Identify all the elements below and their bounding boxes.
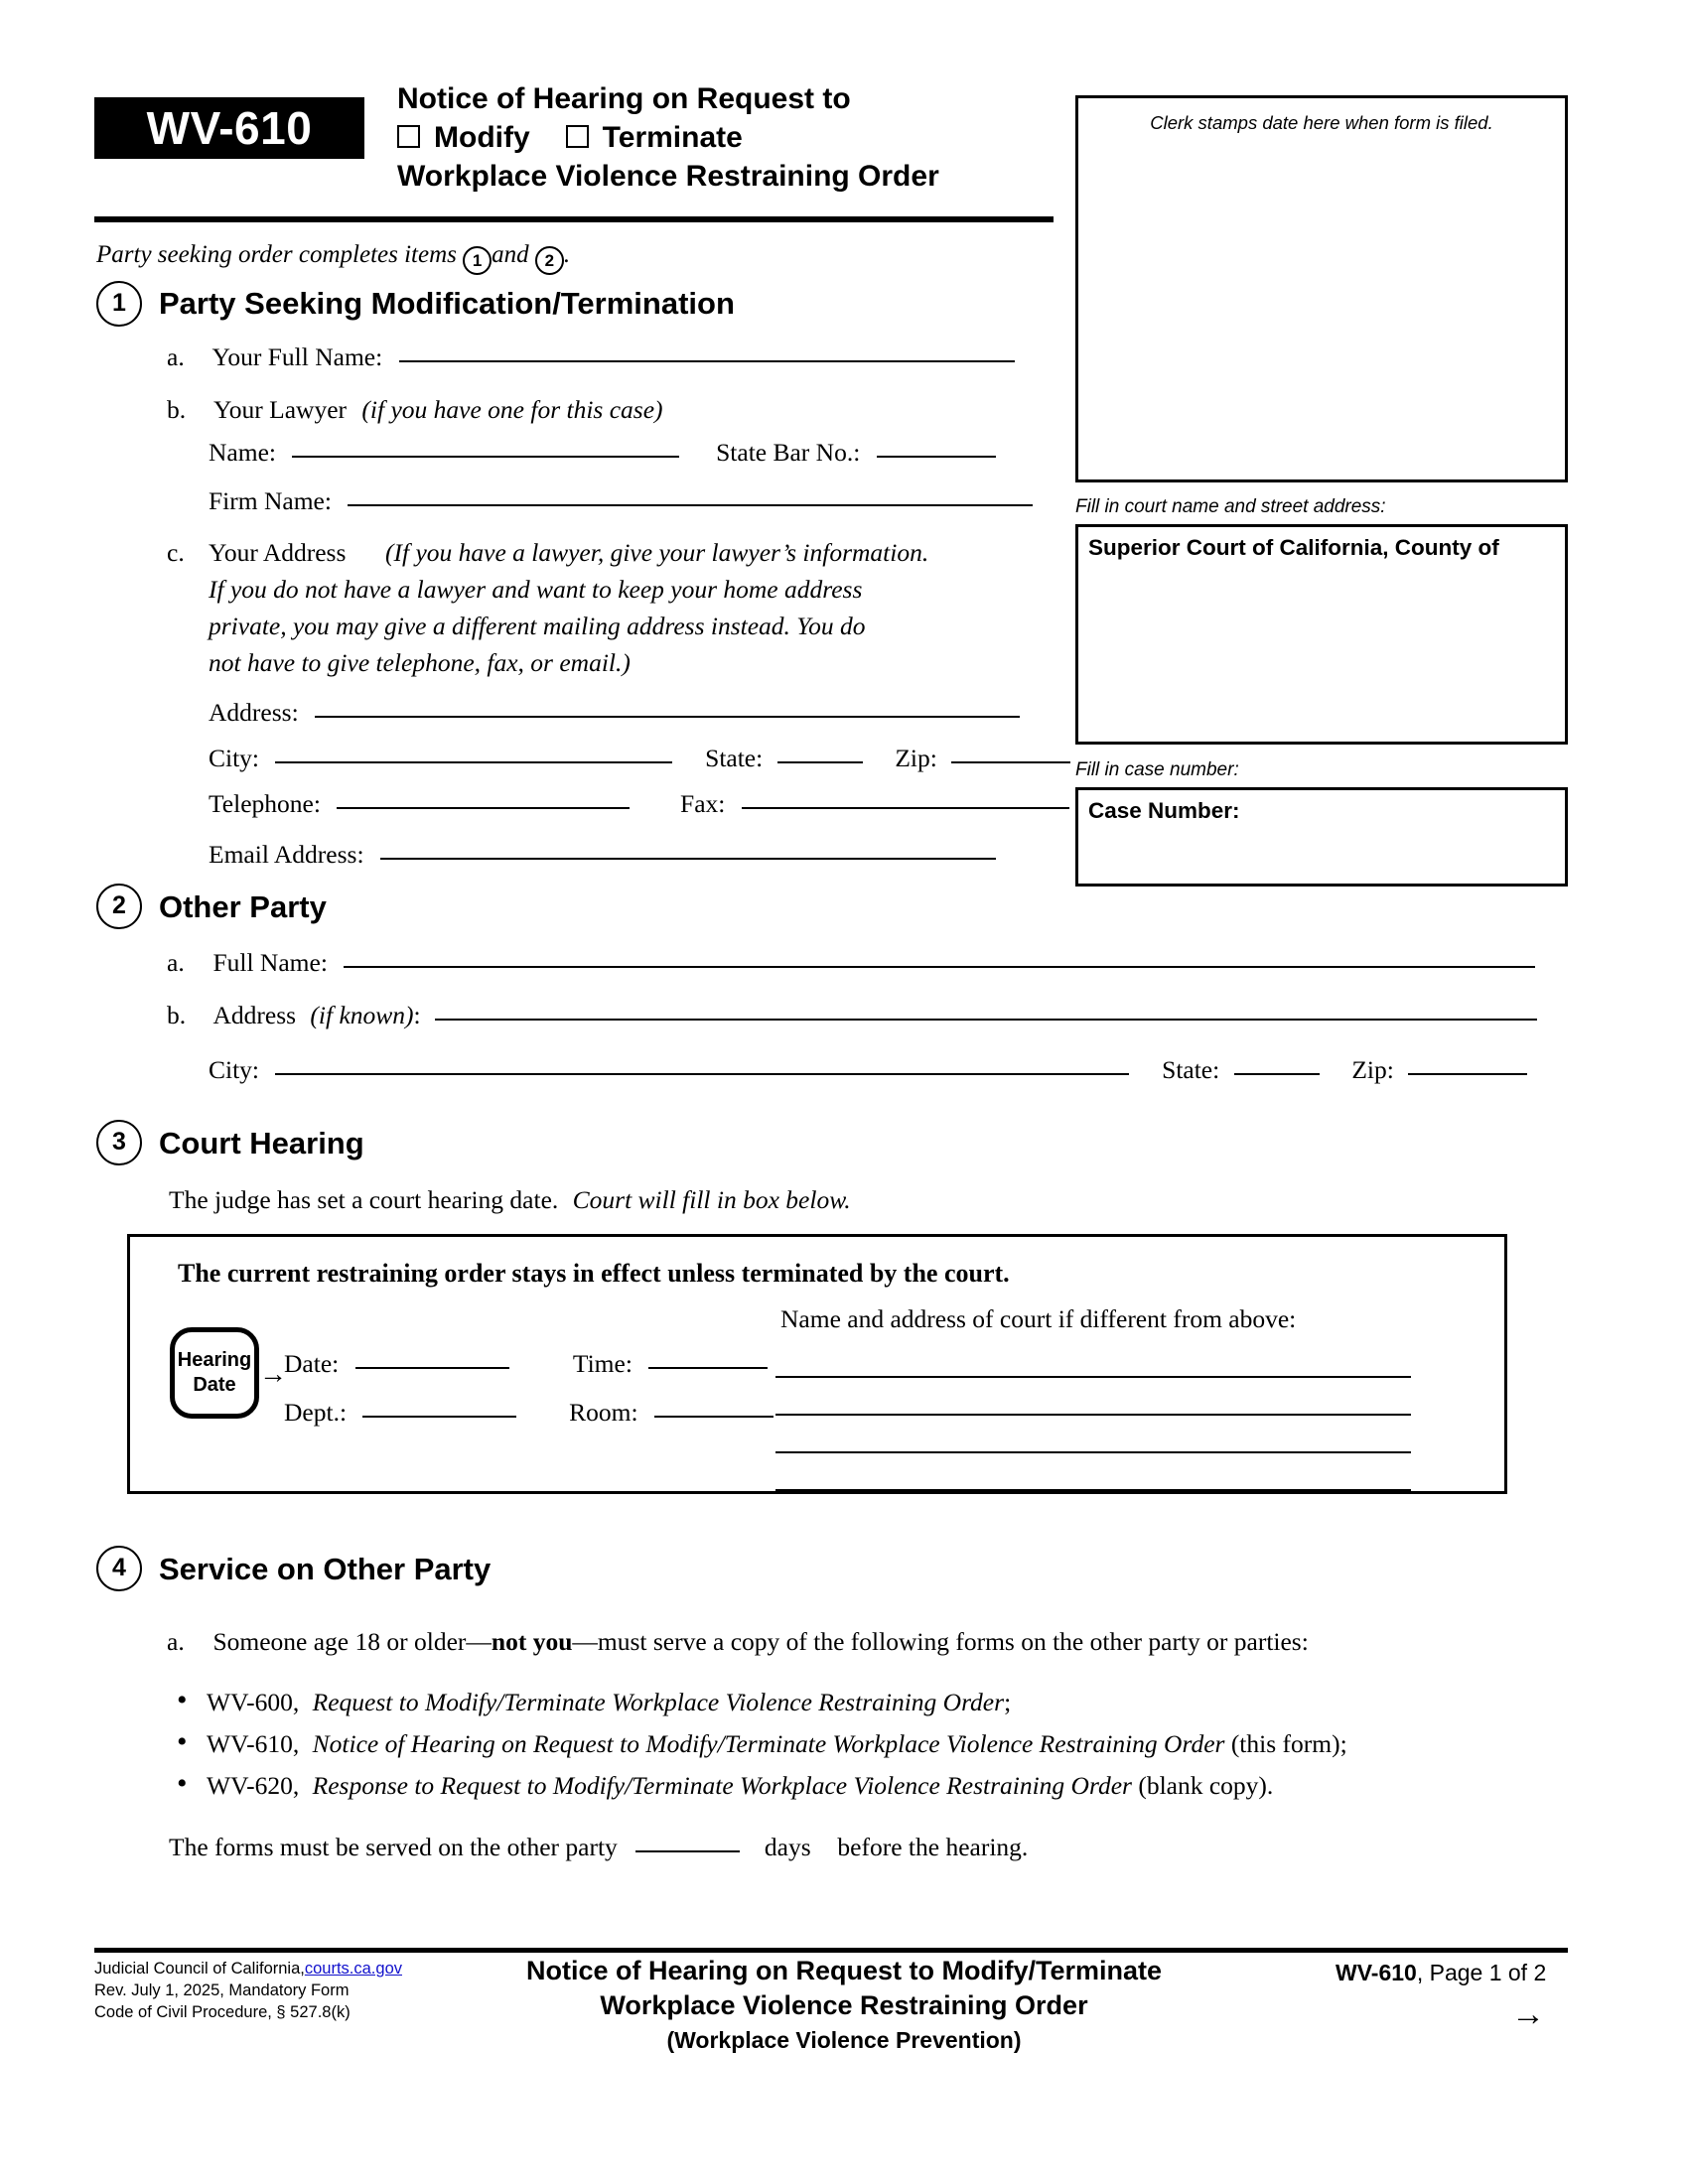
bullet-dot-3: • (177, 1767, 188, 1800)
lawyer-name-input[interactable] (292, 456, 679, 458)
section-1a-row (167, 342, 1015, 372)
header-divider (94, 216, 1054, 222)
telephone-fax-row (209, 789, 1069, 819)
served-form-item-3 (207, 1771, 1273, 1801)
hearing-room-input[interactable] (654, 1416, 774, 1418)
footer-form-number: WV-610 (1336, 1960, 1417, 1985)
form-title (397, 79, 939, 196)
state-bar-label: State Bar No.: (716, 438, 861, 467)
your-address-hint-l1: (If you have a lawyer, give your lawyer’s information. (385, 538, 929, 567)
footer-council-line (94, 1958, 402, 1979)
service-text-bold: not you (491, 1627, 573, 1656)
address-input[interactable] (315, 716, 1020, 718)
hearing-court-address-line-4[interactable] (775, 1489, 1411, 1491)
your-full-name-input[interactable] (399, 360, 1015, 362)
courts-website-link[interactable]: courts.ca.gov (304, 1960, 402, 1978)
firm-name-label: Firm Name: (209, 486, 332, 515)
section-1b-label: b. (167, 395, 187, 424)
clerk-stamp-label: Clerk stamps date here when form is filed. (1150, 112, 1493, 133)
footer-code-line: Code of Civil Procedure, § 527.8(k) (94, 2003, 351, 2021)
state-input[interactable] (777, 761, 863, 763)
instruction-mid: and (492, 241, 529, 268)
court-name-box[interactable] (1075, 524, 1568, 745)
firm-name-row (209, 486, 1033, 516)
full-name-label: Your Full Name: (211, 342, 383, 371)
footer-title-line2: Workplace Violence Restraining Order (600, 1990, 1088, 2020)
court-name-value: Superior Court of California, County of (1088, 535, 1499, 560)
service-deadline-post: before the hearing. (837, 1833, 1029, 1861)
section-3-number: 3 (96, 1120, 142, 1165)
telephone-input[interactable] (337, 807, 630, 809)
city-input[interactable] (275, 761, 672, 763)
footer-title-line3: (Workplace Violence Prevention) (666, 2027, 1022, 2053)
service-days-input[interactable] (635, 1850, 740, 1852)
hearing-court-address-line-1[interactable] (775, 1376, 1411, 1378)
instruction-post: . (563, 241, 571, 268)
served-form-tail-3: (blank copy). (1131, 1771, 1274, 1800)
firm-name-input[interactable] (348, 504, 1033, 506)
your-lawyer-label: Your Lawyer (212, 395, 348, 424)
city-label: City: (209, 744, 260, 772)
modify-checkbox[interactable] (397, 125, 420, 148)
section-1b-row (167, 395, 663, 425)
zip-label: Zip: (895, 744, 937, 772)
served-form-title-3: Response to Request to Modify/Terminate Workplace Violence Restraining Order (312, 1771, 1132, 1800)
service-deadline-pre: The forms must be served on the other party (169, 1833, 618, 1861)
section-1a-label: a. (167, 342, 185, 371)
bullet-dot-2: • (177, 1725, 188, 1758)
other-party-address-row (167, 1001, 1537, 1030)
your-address-hint-l2: If you do not have a lawyer and want to keep your home address (209, 575, 863, 604)
your-address-hint-l3: private, you may give a different mailing address instead. You do (209, 612, 866, 640)
section-3-intro (169, 1185, 851, 1215)
hearing-date-badge-line2: Date (193, 1374, 236, 1396)
hearing-date-badge (170, 1327, 259, 1419)
served-form-tail-2: (this form); (1224, 1729, 1347, 1758)
hearing-court-address-line-3[interactable] (775, 1451, 1411, 1453)
completion-instruction (96, 241, 570, 275)
section-1-number: 1 (96, 281, 142, 327)
other-party-address-colon: : (413, 1001, 421, 1029)
footer-title (427, 1954, 1261, 2058)
other-party-city-row (209, 1055, 1527, 1085)
zip-input[interactable] (951, 761, 1070, 763)
state-label: State: (705, 744, 764, 772)
terminate-checkbox[interactable] (566, 125, 589, 148)
section-1c-label: c. (167, 538, 185, 567)
section-2a-label: a. (167, 948, 185, 977)
fax-input[interactable] (742, 807, 1069, 809)
section-3-intro-plain: The judge has set a court hearing date. (169, 1185, 559, 1214)
section-4a-row (167, 1627, 1309, 1657)
section-4a-label: a. (167, 1627, 185, 1656)
served-form-code-2: WV-610, (207, 1729, 300, 1758)
hearing-dept-room-row (284, 1398, 774, 1428)
form-title-line3: Workplace Violence Restraining Order (397, 160, 939, 193)
footer-page-number: , Page 1 of 2 (1416, 1960, 1547, 1985)
form-title-options (397, 118, 939, 157)
other-party-state-input[interactable] (1234, 1073, 1320, 1075)
hearing-date-input[interactable] (355, 1367, 509, 1369)
case-number-box[interactable] (1075, 787, 1568, 887)
footer-page-info (1336, 1960, 1546, 1986)
served-form-code-1: WV-600, (207, 1688, 300, 1716)
service-text-part2: —must serve a copy of the following forms on the other party or parties: (572, 1627, 1309, 1656)
next-page-arrow-icon: → (1511, 1995, 1545, 2033)
hearing-date-badge-line1: Hearing (177, 1349, 252, 1371)
lawyer-name-row (209, 438, 996, 468)
section-3-heading: Court Hearing (159, 1126, 364, 1160)
section-3-intro-italic: Court will fill in box below. (572, 1185, 851, 1214)
other-party-address-input[interactable] (435, 1019, 1537, 1021)
footer-legal-info (94, 1958, 402, 2023)
other-party-name-row (167, 948, 1535, 978)
served-form-title-2: Notice of Hearing on Request to Modify/Terminate Workplace Violence Restraining Order (312, 1729, 1225, 1758)
hearing-court-address-label: Name and address of court if different from above: (780, 1304, 1297, 1333)
city-state-zip-row (209, 744, 1070, 773)
section-4-heading: Service on Other Party (159, 1552, 492, 1586)
other-party-state-label: State: (1162, 1055, 1220, 1084)
section-1-heading: Party Seeking Modification/Termination (159, 286, 735, 321)
hearing-dept-input[interactable] (362, 1416, 516, 1418)
other-party-address-label: Address (212, 1001, 297, 1029)
court-box-caption: Fill in court name and street address: (1075, 496, 1386, 517)
hearing-date-label: Date: (284, 1349, 340, 1378)
state-bar-input[interactable] (877, 456, 996, 458)
address-label: Address: (209, 698, 299, 727)
other-party-zip-input[interactable] (1408, 1073, 1527, 1075)
hearing-room-label: Room: (569, 1398, 638, 1427)
case-number-label: Case Number: (1088, 798, 1240, 823)
served-form-title-1: Request to Modify/Terminate Workplace Violence Restraining Order (312, 1688, 1005, 1716)
case-box-caption: Fill in case number: (1075, 759, 1239, 780)
hearing-court-address-line-2[interactable] (775, 1414, 1411, 1416)
hearing-box-title: The current restraining order stays in effect unless terminated by the court. (178, 1259, 1010, 1288)
your-address-hint-l4: not have to give telephone, fax, or email.) (209, 648, 631, 677)
hearing-time-label: Time: (572, 1349, 633, 1378)
hearing-dept-label: Dept.: (284, 1398, 348, 1427)
section-4-number: 4 (96, 1546, 142, 1591)
instruction-pre: Party seeking order completes items (96, 241, 457, 268)
footer-council-text: Judicial Council of California, (94, 1960, 305, 1978)
email-row (209, 840, 996, 870)
served-form-code-3: WV-620, (207, 1771, 300, 1800)
section-2-heading: Other Party (159, 889, 327, 924)
footer-title-line1: Notice of Hearing on Request to Modify/Terminate (525, 1956, 1163, 1985)
form-title-line1: Notice of Hearing on Request to (397, 82, 851, 115)
other-party-full-name-label: Full Name: (212, 948, 328, 977)
service-deadline-row (169, 1833, 1028, 1862)
footer-revision-line: Rev. July 1, 2025, Mandatory Form (94, 1981, 350, 1999)
served-form-item-2 (207, 1729, 1347, 1759)
address-row (209, 698, 1020, 728)
clerk-stamp-box (1075, 95, 1568, 482)
other-party-address-hint: (if known) (310, 1001, 414, 1029)
instruction-item-2: 2 (535, 246, 564, 275)
hearing-details-box (127, 1234, 1507, 1494)
served-form-tail-1: ; (1004, 1688, 1012, 1716)
other-party-city-input[interactable] (275, 1073, 1129, 1075)
your-lawyer-hint: (if you have one for this case) (361, 395, 663, 424)
telephone-label: Telephone: (209, 789, 321, 818)
fax-label: Fax: (680, 789, 726, 818)
form-number-badge: WV-610 (94, 97, 364, 159)
email-input[interactable] (380, 858, 996, 860)
email-label: Email Address: (209, 840, 364, 869)
bullet-dot-1: • (177, 1684, 188, 1716)
hearing-time-input[interactable] (648, 1367, 768, 1369)
hearing-date-arrow-icon: → (259, 1358, 287, 1389)
your-address-label: Your Address (209, 538, 347, 567)
instruction-item-1: 1 (463, 246, 492, 275)
modify-label: Modify (434, 121, 530, 154)
service-deadline-mid: days (764, 1833, 811, 1861)
other-party-full-name-input[interactable] (344, 966, 1535, 968)
footer-divider (94, 1948, 1568, 1953)
service-text-part1: Someone age 18 or older— (212, 1627, 492, 1656)
lawyer-name-label: Name: (209, 438, 276, 467)
hearing-date-time-row (284, 1349, 768, 1379)
section-2b-label: b. (167, 1001, 187, 1029)
served-form-item-1 (207, 1688, 1011, 1717)
section-2-number: 2 (96, 884, 142, 929)
other-party-zip-label: Zip: (1351, 1055, 1394, 1084)
other-party-city-label: City: (209, 1055, 260, 1084)
terminate-label: Terminate (602, 121, 743, 154)
